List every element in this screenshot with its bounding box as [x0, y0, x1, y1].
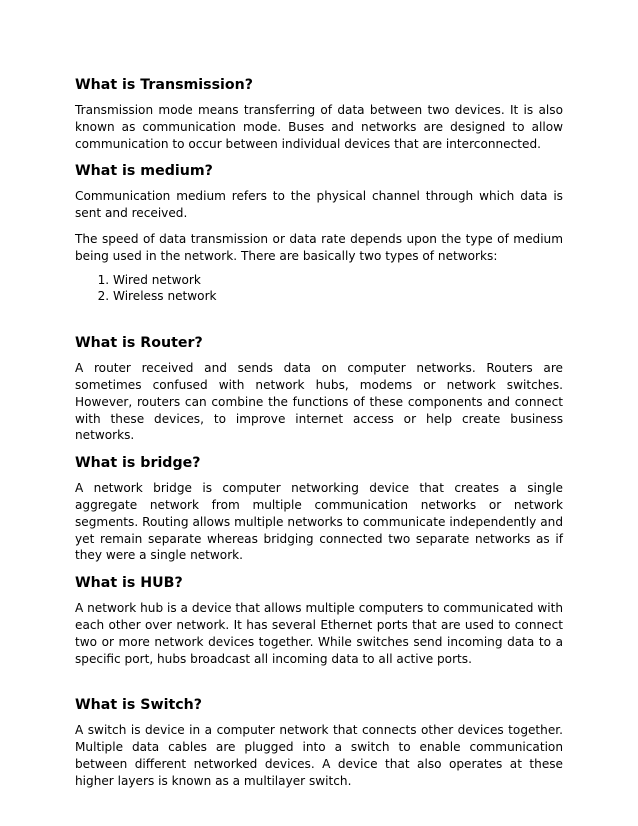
- section-router: [75, 333, 563, 444]
- paragraph-transmission: Transmission mode means transferring of data between two devices. It is also known as communication mode. Buses and networks are designed to allow communication to occur between individual devices that are interconnected.: [75, 103, 563, 151]
- list-item: 2. Wireless network: [113, 288, 563, 305]
- paragraph-bridge: A network bridge is computer networking device that creates a single aggregate network from multiple communication networks or network segments. Routing allows multiple networks to communicate independently and yet remain separate whereas bridging connected two separate networks as if they were a single network.: [75, 481, 563, 563]
- section-bridge: [75, 453, 563, 564]
- network-types-list: [75, 272, 563, 306]
- heading-hub: What is HUB?: [75, 575, 183, 592]
- paragraph-hub: A network hub is a device that allows multiple computers to communicated with each other over network. It has several Ethernet ports that are used to connect two or more network devices together. While switches send incoming data to a specific port, hubs broadcast all incoming data to all active ports.: [75, 601, 563, 666]
- heading-switch: What is Switch?: [75, 697, 203, 714]
- heading-transmission: What is Transmission?: [75, 77, 254, 93]
- heading-router: What is Router?: [75, 335, 203, 352]
- section-switch: [75, 695, 563, 789]
- list-item: 1. Wired network: [113, 272, 563, 289]
- section-hub: [75, 573, 563, 667]
- section-medium: [75, 161, 563, 305]
- paragraph-router: A router received and sends data on computer networks. Routers are sometimes confused with network hubs, modems or network switches. However, routers can combine the functions of these components and connect with these devices, to improve internet access or help create business networks.: [75, 361, 563, 443]
- heading-bridge: What is bridge?: [75, 455, 201, 472]
- paragraph-medium-speed: The speed of data transmission or data rate depends upon the type of medium being used in the network. There are basically two types of networks:: [75, 231, 563, 263]
- heading-medium: What is medium?: [75, 163, 213, 180]
- document-body: [75, 70, 563, 799]
- paragraph-medium-definition: Communication medium refers to the physical channel through which data is sent and received.: [75, 189, 563, 221]
- paragraph-switch: A switch is device in a computer network that connects other devices together. Multiple data cables are plugged into a switch to enable communication between different networked devices. A device that also operates at these higher layers is known as a multilayer switch.: [75, 723, 563, 788]
- section-transmission: [75, 75, 563, 152]
